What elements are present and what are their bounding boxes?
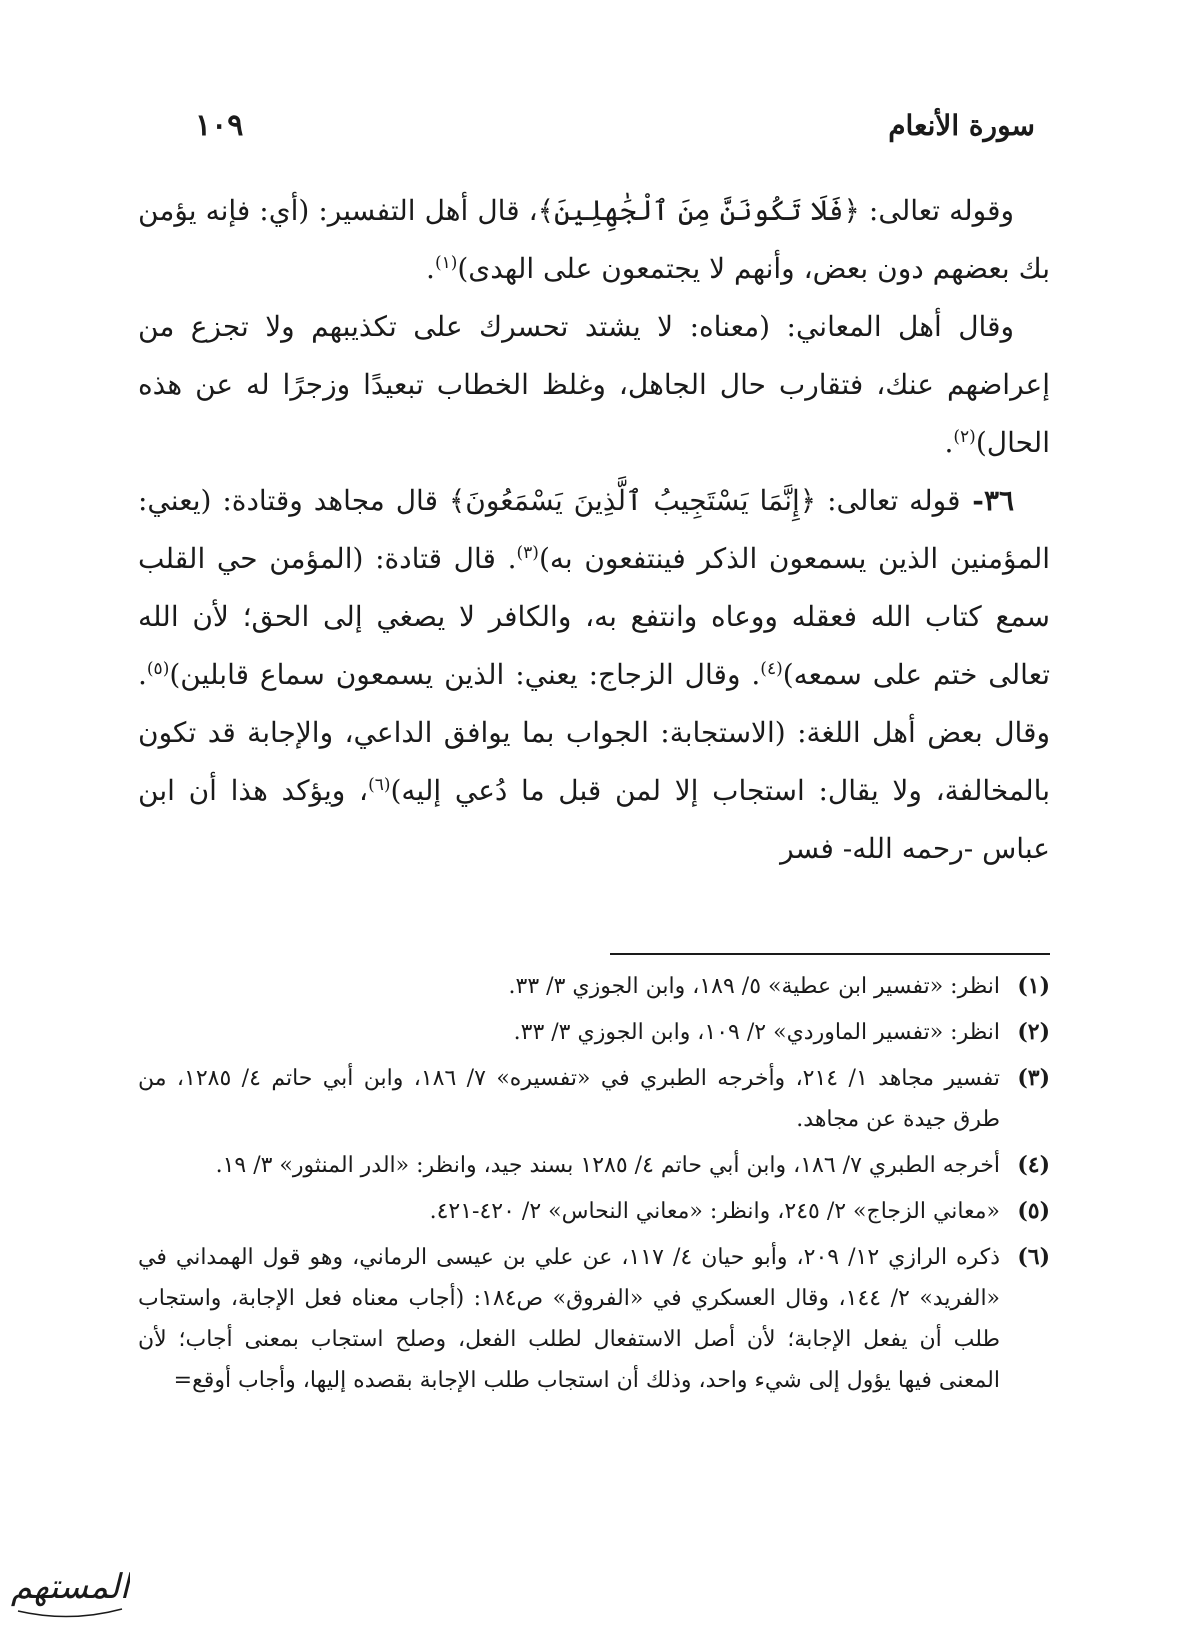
footnote-number: (١) <box>1017 973 1050 999</box>
footnote-item <box>138 966 1050 1007</box>
footnote-ref[interactable]: (١) <box>434 253 458 273</box>
text-segment: قوله تعالى: <box>816 484 961 517</box>
verse-number: ٣٦- <box>960 484 1015 517</box>
text-segment: ، ويؤكد هذا أن ابن عباس -رحمه الله- فسر <box>138 774 1050 865</box>
surah-title: سورة الأنعام <box>888 108 1035 142</box>
footnote-number: (٤) <box>1017 1152 1050 1178</box>
text-segment: . <box>426 252 435 285</box>
text-segment: قال مجاهد وقتادة: (يعني: المؤمنين الذين يسمعون الذكر فينتفعون به) <box>138 484 1050 575</box>
footnote-text: أخرجه الطبري ٧/ ١٨٦، وابن أبي حاتم ٤/ ١٢٨٥ بسند جيد، وانظر: «الدر المنثور» ٣/ ١٩. <box>215 1153 1000 1178</box>
footnote-divider <box>610 953 1050 955</box>
text-segment: وقال أهل المعاني: (معناه: لا يشتد تحسرك على تكذيبهم ولا تجزع من إعراضهم عنك، فتقارب حال الجاهل، وغلظ الخطاب تبعيدًا وزجرًا له عن هذه الحال) <box>138 310 1050 459</box>
footnote-number: (٦) <box>1017 1244 1050 1270</box>
footnote-ref[interactable]: (٦) <box>368 775 391 795</box>
footnote-ref[interactable]: (٣) <box>516 543 539 563</box>
text-segment: ، قال أهل التفسير: (أي: فإنه يؤمن بك بعضهم دون بعض، وأنهم لا يجتمعون على الهدى) <box>138 194 1050 285</box>
footnote-item <box>138 1191 1050 1232</box>
quran-verse: ﴿إِنَّمَا يَسْتَجِيبُ ٱلَّذِينَ يَسْمَعُونَ﴾ <box>448 484 817 517</box>
page-number: ١٠٩ <box>195 107 244 143</box>
footnote-ref[interactable]: (٢) <box>953 427 976 447</box>
footnote-item <box>138 1145 1050 1186</box>
footnote-text: «معاني الزجاج» ٢/ ٢٤٥، وانظر: «معاني النحاس» ٢/ ٤٢٠-٤٢١. <box>429 1199 1000 1224</box>
text-segment: . قال قتادة: (المؤمن حي القلب سمع كتاب الله فعقله ووعاه وانتفع به، والكافر لا يصغي إلى الحق؛ لأن الله تعالى ختم على سمعه) <box>138 542 1050 691</box>
text-segment: وقوله تعالى: <box>859 194 1014 227</box>
text-segment: . <box>944 426 954 459</box>
footnote-item <box>138 1237 1050 1401</box>
footnote-item <box>138 1012 1050 1053</box>
quran-verse: ﴿فَلَا تَكُونَنَّ مِنَ ٱلْجَٰهِلِينَ﴾ <box>537 194 860 227</box>
text-segment: . وقال بعض أهل اللغة: (الاستجابة: الجواب بما يوافق الداعي، والإجابة قد تكون بالمخالفة، ولا يقال: استجاب إلا لمن قبل ما دُعي إليه) <box>138 658 1051 807</box>
footnote-item <box>138 1058 1050 1140</box>
page-header <box>195 100 1035 150</box>
footnote-number: (٥) <box>1017 1198 1050 1224</box>
footnote-text: ذكره الرازي ١٢/ ٢٠٩، وأبو حيان ٤/ ١١٧، عن علي بن عيسى الرماني، وهو قول الهمداني في «الفريد» ٢/ ١٤٤، وقال العسكري في «الفروق» ص١٨٤: (أجاب معناه فعل الإجابة، واستجاب طلب أن يفعل الإجابة؛ لأن أصل الاستفعال لطلب الفعل، وصلح استجاب بمعنى أجاب؛ لأن المعنى فيها يؤول إلى شيء واحد، وذلك أن استجاب طلب الإجابة بقصده إليها، وأجاب أوقع= <box>138 1245 1001 1393</box>
footnote-text: انظر: «تفسير ابن عطية» ٥/ ١٨٩، وابن الجوزي ٣/ ٣٣. <box>508 974 1000 999</box>
paragraph-3 <box>138 472 1050 878</box>
footnote-text: تفسير مجاهد ١/ ٢١٤، وأخرجه الطبري في «تفسيره» ٧/ ١٨٦، وابن أبي حاتم ٤/ ١٢٨٥، من طرق جيدة عن مجاهد. <box>138 1066 1001 1132</box>
footnote-ref[interactable]: (٤) <box>760 659 783 679</box>
footnote-text: انظر: «تفسير الماوردي» ٢/ ١٠٩، وابن الجوزي ٣/ ٣٣. <box>513 1020 1000 1045</box>
seal-flourish <box>18 1609 122 1617</box>
seal-lettering: المستهم <box>10 1567 130 1607</box>
footnote-ref[interactable]: (٥) <box>146 659 170 679</box>
publisher-seal-logo <box>10 1553 130 1628</box>
footnote-number: (٢) <box>1017 1019 1050 1045</box>
text-segment: . وقال الزجاج: يعني: الذين يسمعون سماع قابلين) <box>169 658 761 691</box>
main-text <box>138 182 1050 878</box>
paragraph-2 <box>138 298 1050 472</box>
paragraph-1 <box>138 182 1050 298</box>
footnotes <box>138 966 1050 1406</box>
footnote-number: (٣) <box>1017 1065 1050 1091</box>
